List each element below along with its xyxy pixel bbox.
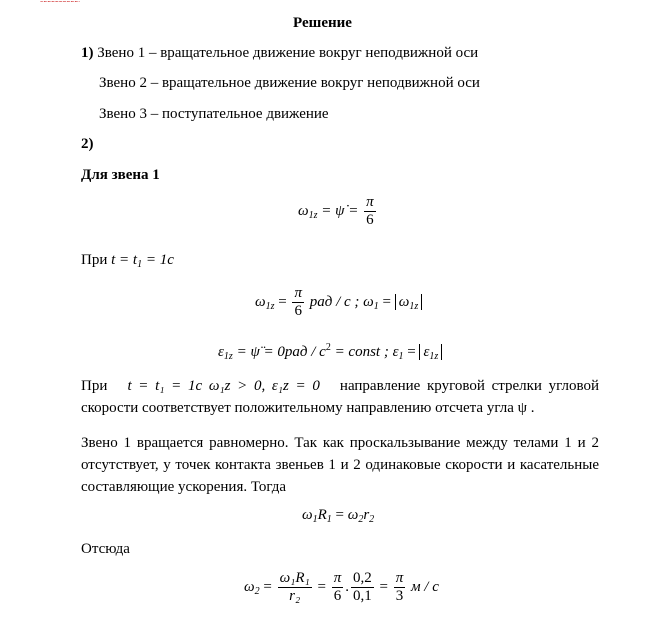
equation-epsilon-value: $\varepsilon_{1z}$ = ψ̈ = $0рад / c^2$ = const ; $\varepsilon_1 = \varepsilon_{1z}$ bbox=[218, 342, 442, 362]
part1-number: 1) bbox=[81, 45, 94, 61]
hence-label: Отсюда bbox=[81, 541, 130, 557]
paragraph-direction: При t = t₁ = 1c ω₁z > 0, ε₁z = 0 направление круговой стрелки угловой скорости соответствует положительному направлению отсчета угла ψ . bbox=[81, 378, 600, 416]
page-title: Решение bbox=[293, 15, 352, 31]
paragraph-uniform-rotation: Звено 1 вращается равномерно. Так как проскальзывание между телами 1 и 2 отсутствует, у точек контакта звеньев 1 и 2 одинаковые скорости и касательные составляющие ускорения. Тогда bbox=[81, 435, 599, 495]
part1-text1: Звено 1 – вращательное движение вокруг неподвижной оси bbox=[97, 45, 479, 61]
time-condition: При $t = t_1 = 1c$ bbox=[81, 252, 174, 270]
equation-omega2: $\omega_2$ = $\frac{\text{ω₁R₁}}{\text{r₂}}$ = $\frac{\pi}{6}$ . $\frac{0,2}{0,1}$ = $\frac{\pi}{3}$ м / c bbox=[244, 570, 439, 604]
part1-line2: Звено 2 – вращательное движение вокруг неподвижной оси bbox=[99, 75, 480, 91]
part1-line3: Звено 3 – поступательное движение bbox=[99, 106, 329, 122]
header-fragment bbox=[40, 0, 112, 2]
equation-contact-velocity: $\omega_1R_1 = \omega_2r_2$ bbox=[302, 507, 375, 525]
equation-omega-value: $\omega_{1z}$ = $\frac{\pi}{6}$ рад / c ; $\omega_1 = \omega_{1z}$ bbox=[255, 285, 422, 320]
part2-number: 2) bbox=[81, 136, 94, 152]
equation-omega1z: $\omega_{1z}$ = ψ̇ = $\frac{\pi}{6}$ bbox=[298, 194, 374, 228]
part1-line1 bbox=[81, 44, 478, 62]
section-heading: Для звена 1 bbox=[81, 167, 160, 183]
